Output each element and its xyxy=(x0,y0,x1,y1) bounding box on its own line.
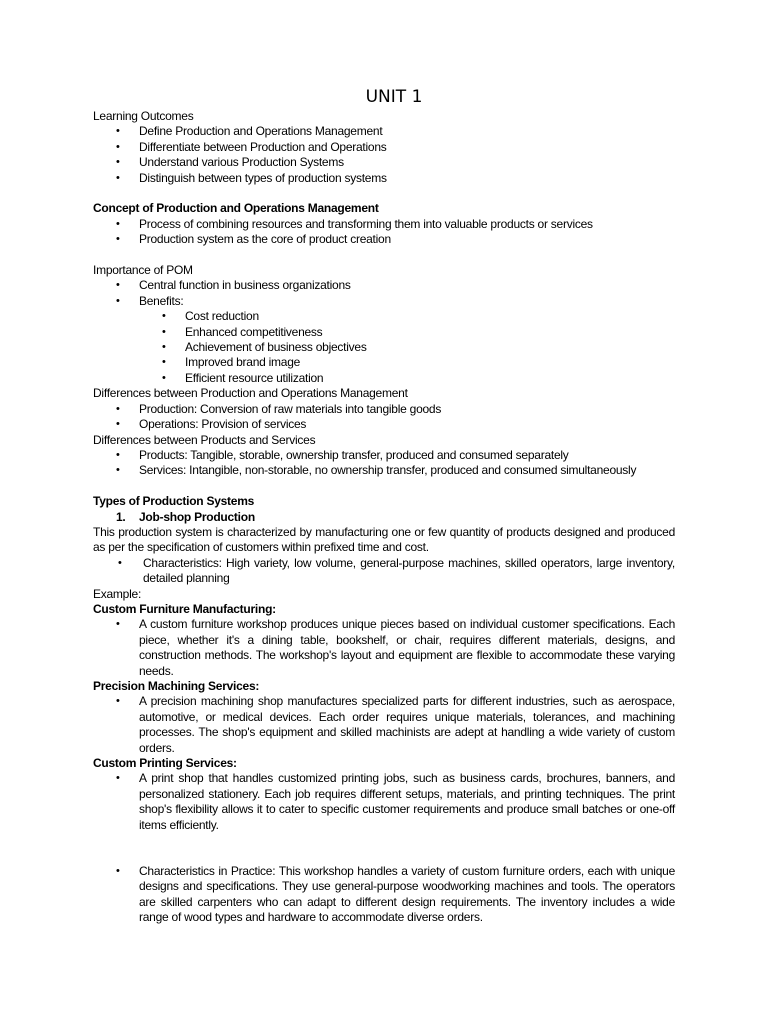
learning-outcomes-list xyxy=(93,124,675,186)
bullet-icon: • xyxy=(116,140,120,153)
job-shop-heading: 1. Job-shop Production xyxy=(116,509,255,524)
list-item: • Process of combining resources and transforming them into valuable products or services xyxy=(116,216,593,231)
list-item: • Cost reduction xyxy=(162,309,259,324)
list-item: • Define Production and Operations Management xyxy=(116,124,383,139)
list-item: • Central function in business organizations xyxy=(116,278,351,293)
bullet-icon: • xyxy=(116,448,120,461)
bullet-icon: • xyxy=(116,279,120,292)
bullet-icon: • xyxy=(162,356,166,369)
example-label: Example: xyxy=(93,586,142,601)
bullet-icon: • xyxy=(118,556,122,569)
concept-heading: Concept of Production and Operations Management xyxy=(93,201,379,216)
importance-heading: Importance of POM xyxy=(93,263,193,278)
example-list-printing xyxy=(93,771,675,833)
bullet-icon: • xyxy=(116,402,120,415)
list-item: • A precision machining shop manufactures specialized parts for different industries, such as aerospace, automotive, or medical devices. Each order requires unique materials, tolerances, and machining processes. The shop's equipment and skilled machinists are adept at handling a wide variety of custom orders. xyxy=(116,694,675,755)
list-item: • Characteristics in Practice: This workshop handles a variety of custom furniture orders, each with unique designs and specifications. They use general-purpose woodworking machines and tools. The operators are skilled carpenters who can adapt to different design requirements. The inventory includes a wide range of wood types and hardware to accommodate diverse orders. xyxy=(116,863,675,925)
list-item: • Enhanced competitiveness xyxy=(162,324,323,339)
diff-pom-list xyxy=(93,402,675,433)
example-heading-printing: Custom Printing Services: xyxy=(93,756,237,771)
bullet-icon: • xyxy=(116,464,120,477)
bullet-icon: • xyxy=(116,294,120,307)
example-heading-machining: Precision Machining Services: xyxy=(93,678,260,693)
list-item: • Efficient resource utilization xyxy=(162,370,324,385)
list-item: • Distinguish between types of production systems xyxy=(116,170,387,185)
bullet-icon: • xyxy=(116,418,120,431)
list-item: • Operations: Provision of services xyxy=(116,417,307,432)
example-heading-furniture: Custom Furniture Manufacturing: xyxy=(93,601,276,616)
example-list-machining xyxy=(93,694,675,756)
job-shop-description: This production system is characterized by manufacturing one or few quantity of products designed and produced as per the specification of customers within prefixed time and cost. xyxy=(93,524,675,555)
bullet-icon: • xyxy=(116,695,120,708)
document-page xyxy=(93,86,675,925)
list-item: • Achievement of business objectives xyxy=(162,340,367,355)
diff-pom-heading: Differences between Production and Operations Management xyxy=(93,386,408,401)
diff-ps-heading: Differences between Products and Services xyxy=(93,432,316,447)
bullet-icon: • xyxy=(162,325,166,338)
list-item: • Benefits: xyxy=(116,293,184,308)
types-heading: Types of Production Systems xyxy=(93,494,255,509)
list-number: 1. xyxy=(116,509,126,524)
concept-list xyxy=(93,217,675,248)
list-item: • Improved brand image xyxy=(162,355,301,370)
bullet-icon: • xyxy=(116,864,120,877)
list-item: • A custom furniture workshop produces unique pieces based on individual customer specifications. Each piece, whether it's a dining table, bookshelf, or chair, requires different materials, designs, and construction methods. The workshop's layout and equipment are flexible to accommodate these varying needs. xyxy=(116,617,675,678)
list-item: • Production system as the core of product creation xyxy=(116,232,391,247)
learning-outcomes-heading: Learning Outcomes xyxy=(93,109,194,123)
bullet-icon: • xyxy=(116,772,120,785)
list-item: • A print shop that handles customized printing jobs, such as business cards, brochures, banners, and personalized stationery. Each job requires different setups, materials, and printing techniques. The print shop's flexibility allows it to cater to specific customer requirements and produce small batches or one-off items efficiently. xyxy=(116,771,675,832)
characteristics-list xyxy=(93,556,675,587)
bullet-icon: • xyxy=(116,233,120,246)
list-item: • Services: Intangible, non-storable, no ownership transfer, produced and consumed simultaneously xyxy=(116,463,637,478)
list-item: • Products: Tangible, storable, ownership transfer, produced and consumed separately xyxy=(116,447,569,462)
list-item: • Differentiate between Production and Operations xyxy=(116,139,387,154)
diff-ps-list xyxy=(93,448,675,479)
bullet-icon: • xyxy=(116,171,120,184)
list-item: • Characteristics: High variety, low volume, general-purpose machines, skilled operators, large inventory, detailed planning xyxy=(118,555,675,586)
bullet-icon: • xyxy=(116,217,120,230)
list-item: • Understand various Production Systems xyxy=(116,155,344,170)
bullet-icon: • xyxy=(162,371,166,384)
page-title: UNIT 1 xyxy=(365,87,423,107)
bullet-icon: • xyxy=(116,618,120,631)
practice-list xyxy=(93,864,675,926)
bullet-icon: • xyxy=(116,156,120,169)
list-item: • Production: Conversion of raw materials into tangible goods xyxy=(116,401,442,416)
benefits-list xyxy=(93,309,675,386)
bullet-icon: • xyxy=(162,341,166,354)
bullet-icon: • xyxy=(162,310,166,323)
importance-list xyxy=(93,278,675,309)
example-list-furniture xyxy=(93,617,675,679)
bullet-icon: • xyxy=(116,125,120,138)
